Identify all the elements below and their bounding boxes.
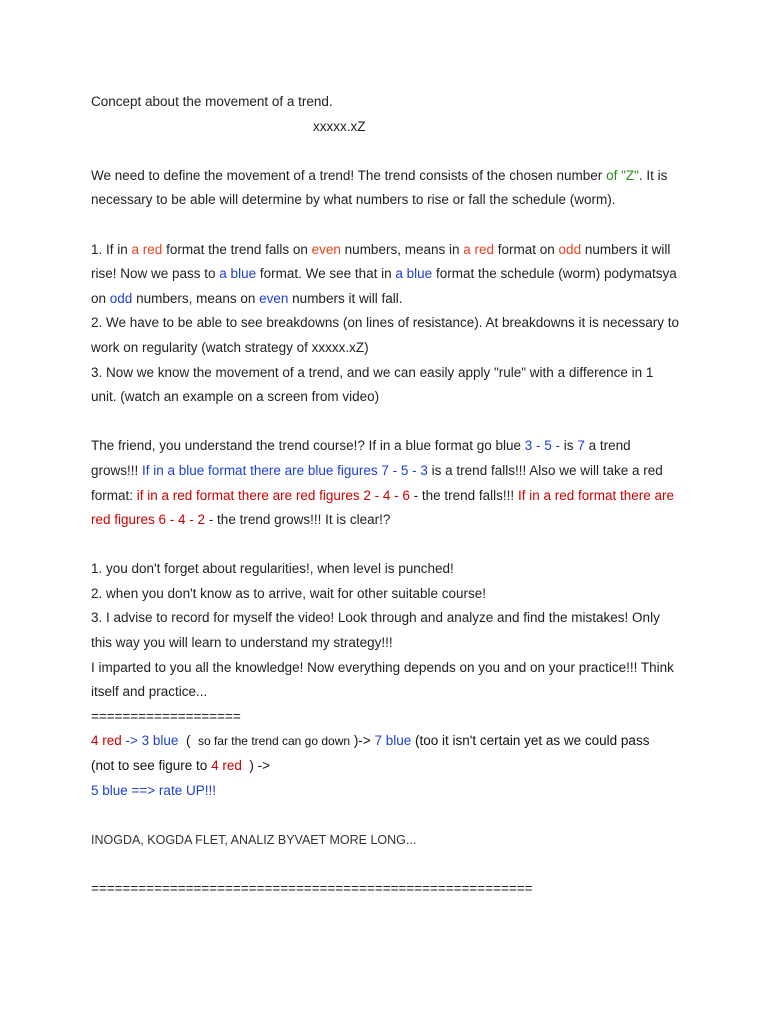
red-highlight: If in a red format there are red figures 6 - 4 - 2: [91, 487, 675, 528]
doc-title: Concept about the movement of a trend.: [91, 94, 333, 109]
tip-2: 2. when you don't know as to arrive, wait for other suitable course!: [91, 585, 487, 601]
red-highlight: a red: [131, 241, 163, 257]
friend-text: - the trend grows!!! It is clear!?: [205, 512, 391, 528]
example-line: [91, 729, 681, 778]
point-1-text: format on: [494, 241, 559, 257]
friend-text: - the trend falls!!!: [409, 487, 518, 503]
intro-text: We need to define the movement of a trend! The trend consists of the chosen number: [91, 167, 607, 183]
spacer: [91, 410, 681, 435]
blue-highlight: 3 - 5 -: [524, 438, 561, 454]
red-highlight: if in a red format there are red figures 2 - 4 - 6: [136, 487, 410, 503]
blue-highlight: 7 blue: [374, 733, 412, 749]
separator-long: ========================================================: [91, 881, 533, 896]
point-1-text: numbers it will fall.: [288, 290, 403, 306]
friend-paragraph: [91, 434, 681, 532]
friend-text: is a trend falls!!! Also we will take a red format:: [91, 462, 663, 503]
blue-highlight: odd: [109, 290, 133, 306]
closing-advice: I imparted to you all the knowledge! Now everything depends on you and on your practice!!! Think itself and practice...: [91, 659, 674, 700]
friend-text: The friend, you understand the trend course!? If in a blue format go blue: [91, 438, 525, 454]
spacer: [91, 803, 681, 828]
spacer: [91, 852, 681, 877]
point-1-text: 1. If in: [91, 241, 132, 257]
spacer: [91, 213, 681, 238]
blue-highlight: a blue: [219, 266, 257, 282]
friend-text: a trend grows!!!: [91, 438, 631, 478]
intro-z-highlight: of "Z": [606, 167, 639, 183]
point-3: 3. Now we know the movement of a trend, and we can easily apply "rule" with a difference in 1 unit. (watch an example on a screen from video): [91, 364, 654, 405]
tip-1: 1. you don't forget about regularities!, when level is punched!: [91, 561, 454, 577]
intro-text-end: . It is necessary to be able will determine by what numbers to rise or fall the schedule (worm).: [91, 167, 668, 208]
spacer: [91, 139, 681, 164]
tip-3: 3. I advise to record for myself the video! Look through and analyze and find the mistakes! Only this way you will learn to understand my strategy!!!: [91, 610, 660, 651]
closing-note: INOGDA, KOGDA FLET, ANALIZ BYVAET MORE LONG...: [91, 832, 417, 847]
red-highlight: even: [311, 241, 341, 257]
intro-paragraph: [91, 164, 681, 213]
blue-highlight: -> 3 blue: [121, 733, 179, 749]
point-1-text: numbers, means on: [132, 290, 260, 306]
red-highlight: a red: [463, 241, 495, 257]
friend-text: is: [560, 438, 578, 454]
point-1: [91, 238, 681, 312]
separator-short: ===================: [91, 708, 241, 724]
blue-highlight: even: [259, 290, 289, 306]
example-text: )->: [350, 733, 375, 749]
point-1-text: numbers it will rise! Now we pass to: [91, 241, 671, 282]
point-1-text: format the trend falls on: [162, 241, 312, 257]
point-1-text: format. We see that in: [256, 266, 396, 282]
blue-highlight: a blue: [395, 266, 433, 282]
blue-highlight: If in a blue format there are blue figures 7 - 5 - 3: [142, 462, 428, 478]
doc-signature: xxxxx.xZ: [313, 118, 366, 134]
example-text: (: [178, 733, 198, 749]
example-small-note: so far the trend can go down: [197, 734, 351, 749]
point-2: 2. We have to be able to see breakdowns (on lines of resistance). At breakdowns it is necessary to work on regularity (watch strategy of xxxxx.xZ): [91, 315, 680, 355]
example-result: 5 blue ==> rate UP!!!: [91, 782, 216, 798]
document-body: [91, 90, 681, 902]
red-highlight: 4 red: [211, 758, 242, 774]
point-1-text: format the schedule (worm) podymatsya on: [91, 266, 677, 306]
red-highlight: odd: [558, 241, 582, 257]
example-text: ) ->: [241, 758, 270, 774]
blue-highlight: 7: [577, 438, 585, 454]
red-highlight: 4 red: [91, 733, 122, 749]
spacer: [91, 533, 681, 558]
point-1-text: numbers, means in: [340, 241, 464, 257]
example-text: (too it isn't certain yet as we could pass (not to see figure to: [91, 733, 665, 774]
